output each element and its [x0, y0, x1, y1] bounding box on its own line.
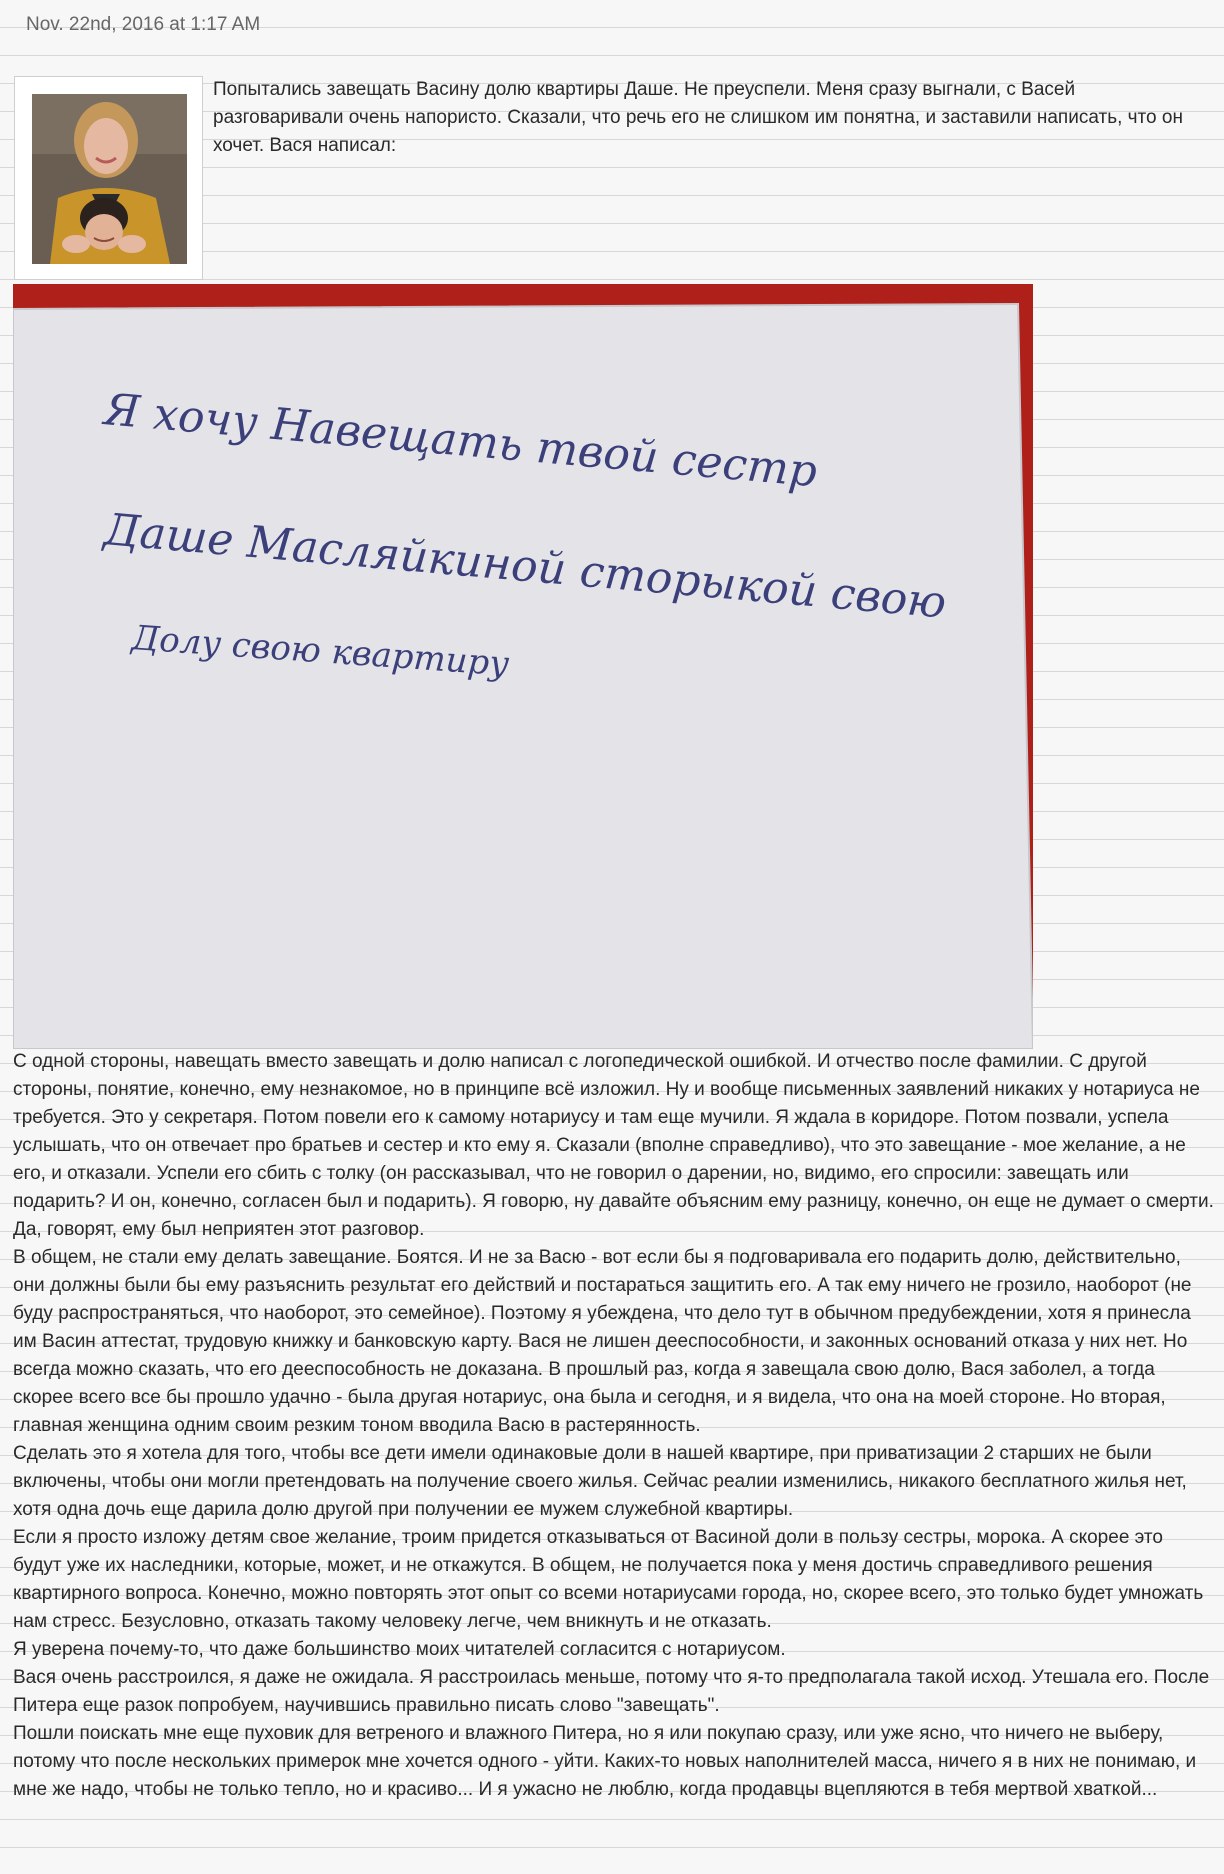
- avatar-illustration-icon: [32, 94, 187, 264]
- paragraph: Сделать это я хотела для того, чтобы все дети имели одинаковые доли в нашей квартире, при приватизации 2 старших не были включены, чтобы они могли претендовать на получение своего жилья. Сейчас реалии изменились, никакого бесплатного жилья нет, хотя одна дочь еще дарила долю другой при получении ее мужем служебной квартиры.: [13, 1443, 1187, 1520]
- avatar[interactable]: [14, 76, 203, 280]
- handwritten-line-2: Даше Масляйкиной сторыкой свою: [102, 504, 949, 629]
- paragraph: Если я просто изложу детям свое желание, троим придется отказываться от Васиной доли в пользу сестры, морока. А скорее это будут уже их наследники, которые, может, и не откажутся. В общем, не получается пока у меня достичь справедливого решения квартирного вопроса. Конечно, можно повторять этот опыт со всеми нотариусами города, но, скорее всего, это только будет умножать нам стресс. Безусловно, отказать такому человеку легче, чем вникнуть и не отказать.: [13, 1527, 1204, 1632]
- post-date: Nov. 22nd, 2016 at 1:17 AM: [26, 14, 261, 35]
- post-intro-text: Попытались завещать Васину долю квартиры Даше. Не преуспели. Меня сразу выгнали, с Васей разговаривали очень напористо. Сказали, что речь его не слишком им понятна, и заставили написать, что он хочет. Вася написал:: [213, 79, 1183, 156]
- paragraph: Пошли поискать мне еще пуховик для ветреного и влажного Питера, но я или покупаю сразу, или уже ясно, что ничего не выберу, потому что после нескольких примерок мне хочется одного - уйти. Каких-то новых наполнителей масса, ничего я в них не понимаю, и мне же надо, чтобы не только тепло, но и красиво... И я ужасно не люблю, когда продавцы вцепляются в тебя мертвой хваткой...: [13, 1723, 1197, 1800]
- handwritten-line-1: Я хочу Навещать твой сестр: [102, 384, 820, 498]
- handwritten-line-3: Долу свою квартиру: [130, 618, 511, 685]
- paragraph: С одной стороны, навещать вместо завещать и долю написал с логопедической ошибкой. И отчество после фамилии. С другой стороны, понятие, конечно, ему незнакомое, но в принципе всё изложил. Ну и вообще письменных заявлений никаких у нотариуса не требуется. Это у секретаря. Потом повели его к самому нотариусу и там еще мучили. Я ждала в коридоре. Потом позвали, успела услышать, что он отвечает про братьев и сестер и кто ему я. Сказали (вполне справедливо), что это завещание - мое желание, а не его, и отказали. Успели его сбить с толку (он рассказывал, что не говорил о дарении, но, видимо, его спросили: завещать или подарить? И он, конечно, согласен был и подарить). Я говорю, ну давайте объясним ему разницу, конечно, он еще не думает о смерти. Да, говорят, ему был неприятен этот разговор.: [13, 1051, 1214, 1240]
- handwritten-note-photo[interactable]: [13, 284, 1033, 1049]
- post-body: [13, 1048, 1216, 1804]
- paragraph: Я уверена почему-то, что даже большинство моих читателей согласится с нотариусом.: [13, 1639, 786, 1660]
- paragraph: В общем, не стали ему делать завещание. Боятся. И не за Васю - вот если бы я подговаривала его подарить долю, действительно, они должны были бы ему разъяснить результат его действий и постараться защитить его. А так ему ничего не грозило, наоборот (не буду распространяться, что наоборот, это семейное). Поэтому я убеждена, что дело тут в обычном предубеждении, хотя я принесла им Васин аттестат, трудовую книжку и банковскую карту. Вася не лишен дееспособности, и законных оснований отказа у них нет. Но всегда можно сказать, что его дееспособность не доказана. В прошлый раз, когда я завещала свою долю, Вася заболел, а тогда скорее всего все бы прошло удачно - была другая нотариус, она была и сегодня, и я видела, что она на моей стороне. Но вторая, главная женщина одним своим резким тоном вводила Васю в растерянность.: [13, 1247, 1192, 1436]
- avatar-photo: [32, 94, 187, 264]
- paragraph: Вася очень расстроился, я даже не ожидала. Я расстроилась меньше, потому что я-то предполагала такой исход. Утешала его. После Питера еще разок попробуем, научившись правильно писать слово "завещать".: [13, 1667, 1210, 1716]
